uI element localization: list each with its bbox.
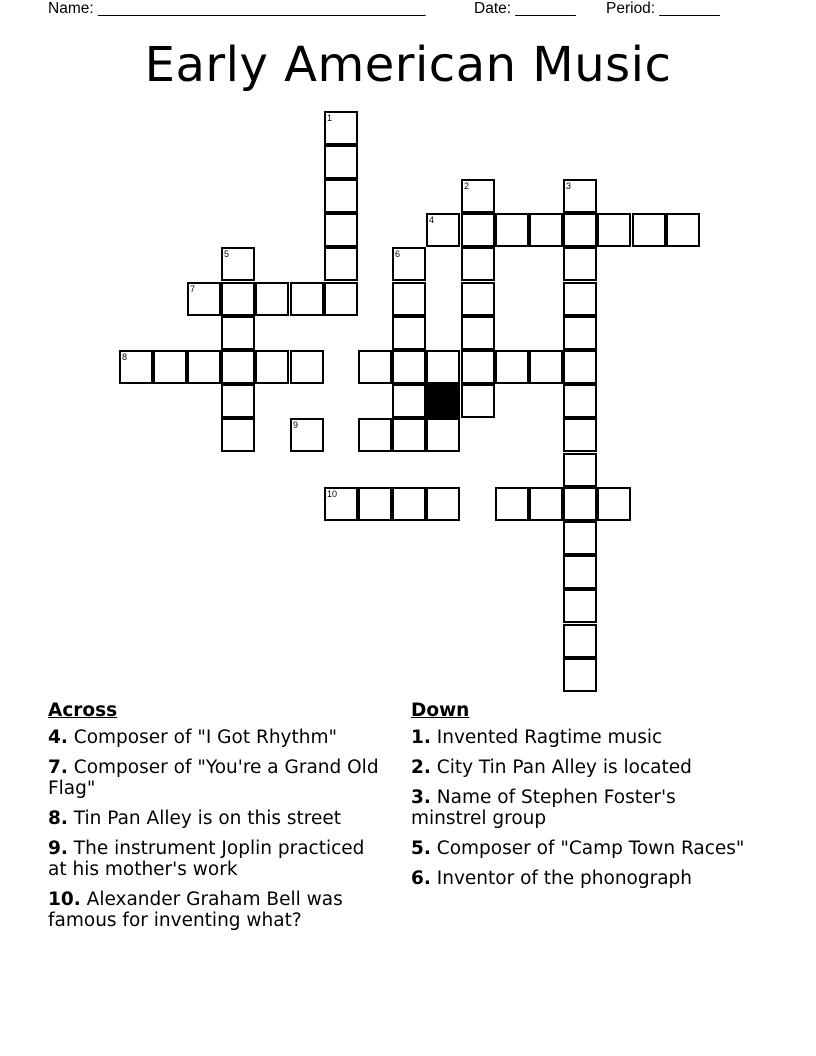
crossword-cell[interactable] (392, 350, 426, 384)
crossword-cell[interactable] (392, 282, 426, 316)
down-clue: 1. Invented Ragtime music (411, 727, 663, 748)
crossword-cell[interactable] (426, 213, 460, 247)
crossword-cell[interactable] (563, 282, 597, 316)
crossword-cell[interactable] (461, 213, 495, 247)
crossword-cell[interactable] (632, 213, 666, 247)
clue-number: 6 (395, 249, 401, 259)
crossword-cell[interactable] (563, 316, 597, 350)
date-field[interactable]: Date: _______ (474, 0, 576, 17)
clue-number: 1 (327, 113, 333, 123)
crossword-cell[interactable] (290, 418, 324, 452)
crossword-cell[interactable] (563, 384, 597, 418)
crossword-cell[interactable] (358, 487, 392, 521)
across-clue: 9. The instrument Joplin practiced at his mother's work (48, 838, 365, 880)
crossword-cell[interactable] (597, 213, 631, 247)
black-square (426, 384, 460, 418)
crossword-cell[interactable] (563, 350, 597, 384)
crossword-cell[interactable] (563, 624, 597, 658)
crossword-cell[interactable] (563, 487, 597, 521)
crossword-cell[interactable] (392, 384, 426, 418)
down-clues (411, 700, 751, 898)
across-clue: 8. Tin Pan Alley is on this street (48, 808, 342, 829)
clue-number: 5 (224, 249, 230, 259)
crossword-cell[interactable] (461, 316, 495, 350)
clue-number: 9 (293, 420, 299, 430)
crossword-cell[interactable] (255, 282, 289, 316)
crossword-cell[interactable] (529, 213, 563, 247)
crossword-cell[interactable] (255, 350, 289, 384)
crossword-cell[interactable] (529, 487, 563, 521)
clue-number: 3 (566, 181, 572, 191)
crossword-cell[interactable] (461, 247, 495, 281)
crossword-cell[interactable] (563, 179, 597, 213)
crossword-cell[interactable] (324, 213, 358, 247)
crossword-cell[interactable] (461, 350, 495, 384)
crossword-cell[interactable] (563, 453, 597, 487)
clue-number: 8 (122, 352, 128, 362)
crossword-cell[interactable] (324, 487, 358, 521)
crossword-cell[interactable] (221, 282, 255, 316)
crossword-cell[interactable] (324, 145, 358, 179)
crossword-cell[interactable] (358, 418, 392, 452)
crossword-cell[interactable] (358, 350, 392, 384)
crossword-cell[interactable] (324, 111, 358, 145)
page-title: Early American Music (144, 37, 672, 93)
crossword-cell[interactable] (426, 350, 460, 384)
down-clue: 3. Name of Stephen Foster's minstrel group (411, 787, 676, 829)
crossword-cell[interactable] (290, 282, 324, 316)
crossword-cell[interactable] (495, 487, 529, 521)
crossword-cell[interactable] (221, 418, 255, 452)
crossword-cell[interactable] (563, 247, 597, 281)
across-clue: 4. Composer of "I Got Rhythm" (48, 727, 338, 748)
across-clue: 10. Alexander Graham Bell was famous for inventing what? (48, 889, 343, 931)
crossword-cell[interactable] (324, 179, 358, 213)
crossword-cell[interactable] (529, 350, 563, 384)
crossword-cell[interactable] (221, 247, 255, 281)
crossword-cell[interactable] (324, 247, 358, 281)
crossword-cell[interactable] (153, 350, 187, 384)
name-field[interactable]: Name: ______________________________________ (48, 0, 426, 17)
crossword-cell[interactable] (392, 316, 426, 350)
crossword-cell[interactable] (119, 350, 153, 384)
period-field[interactable]: Period: _______ (606, 0, 720, 17)
crossword-cell[interactable] (461, 179, 495, 213)
across-heading: Across (48, 700, 118, 721)
crossword-cell[interactable] (563, 418, 597, 452)
crossword-cell[interactable] (666, 213, 700, 247)
crossword-cell[interactable] (461, 282, 495, 316)
crossword-cell[interactable] (221, 384, 255, 418)
clue-number: 4 (429, 215, 435, 225)
clue-number: 10 (327, 489, 338, 499)
crossword-cell[interactable] (563, 589, 597, 623)
crossword-cell[interactable] (392, 418, 426, 452)
crossword-cell[interactable] (597, 487, 631, 521)
crossword-cell[interactable] (290, 350, 324, 384)
crossword-cell[interactable] (221, 316, 255, 350)
crossword-cell[interactable] (495, 350, 529, 384)
crossword-cell[interactable] (461, 384, 495, 418)
crossword-cell[interactable] (426, 487, 460, 521)
crossword-cell[interactable] (324, 282, 358, 316)
crossword-cell[interactable] (495, 213, 529, 247)
clue-number: 2 (464, 181, 470, 191)
down-clue: 2. City Tin Pan Alley is located (411, 757, 692, 778)
clue-number: 7 (190, 284, 196, 294)
down-clue: 6. Inventor of the phonograph (411, 868, 693, 889)
crossword-cell[interactable] (187, 350, 221, 384)
crossword-cell[interactable] (392, 487, 426, 521)
down-clue: 5. Composer of "Camp Town Races" (411, 838, 745, 859)
crossword-cell[interactable] (392, 247, 426, 281)
crossword-cell[interactable] (221, 350, 255, 384)
across-clue: 7. Composer of "You're a Grand Old Flag" (48, 757, 379, 799)
across-clues (48, 700, 388, 940)
crossword-cell[interactable] (563, 521, 597, 555)
crossword-cell[interactable] (563, 555, 597, 589)
crossword-cell[interactable] (187, 282, 221, 316)
crossword-cell[interactable] (426, 418, 460, 452)
crossword-cell[interactable] (563, 213, 597, 247)
down-heading: Down (411, 700, 470, 721)
crossword-cell[interactable] (563, 658, 597, 692)
